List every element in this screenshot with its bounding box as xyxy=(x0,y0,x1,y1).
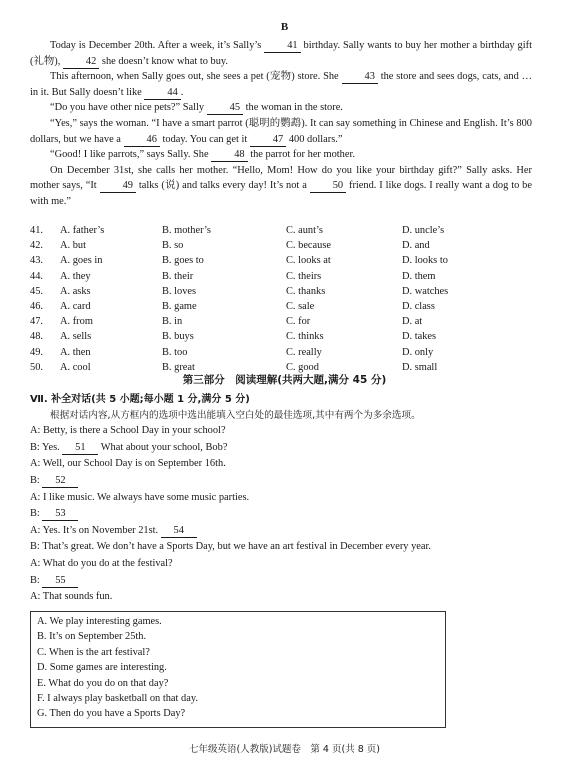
option-d[interactable]: D. takes xyxy=(402,331,437,343)
cloze-options xyxy=(30,223,540,375)
option-a[interactable]: A. but xyxy=(60,240,86,252)
text-run: On December 31st, she calls her mother. “Hello, Mom! How do you like your birthday gift?” Sally asks. Her mother says, “It xyxy=(30,164,532,192)
option-row xyxy=(30,238,540,253)
passage-paragraph xyxy=(30,38,532,69)
option-a[interactable]: A. then xyxy=(60,346,91,358)
section-letter: B xyxy=(280,21,289,33)
text-run: friend. I like dogs. I really want a dog to be with me.” xyxy=(30,180,532,207)
answer-blank[interactable]: 51 xyxy=(62,442,98,455)
option-c[interactable]: C. good xyxy=(286,361,319,373)
dialogue-line xyxy=(30,523,540,540)
option-c[interactable]: C. thanks xyxy=(286,285,326,297)
cloze-passage xyxy=(30,38,532,210)
option-number: 48. xyxy=(30,331,43,343)
choice-item[interactable]: E. What do you do on that day? xyxy=(37,677,169,689)
answer-blank[interactable]: 52 xyxy=(42,475,78,488)
dialogue xyxy=(30,423,540,606)
option-b[interactable]: B. too xyxy=(162,346,188,358)
section-title: Ⅶ. 补全对话(共 5 小题;每小题 1 分,满分 5 分) xyxy=(30,394,250,405)
answer-blank[interactable]: 46 xyxy=(124,134,160,147)
text-run: “Yes,” says the woman. “I have a smart parrot (聪明的鹦鹉). It can say something in Chinese and English. It’s 800 dollars, but we have a xyxy=(30,117,532,145)
text-run: What about your school, Bob? xyxy=(98,441,228,453)
passage-paragraph xyxy=(30,100,532,116)
dialogue-line xyxy=(30,506,540,523)
answer-blank[interactable]: 43 xyxy=(342,71,378,84)
option-row xyxy=(30,223,540,238)
option-row xyxy=(30,299,540,314)
option-number: 41. xyxy=(30,225,43,236)
option-b[interactable]: B. great xyxy=(162,361,195,373)
option-d[interactable]: D. them xyxy=(402,270,436,282)
answer-blank[interactable]: 53 xyxy=(42,508,78,521)
dialogue-line xyxy=(30,490,540,507)
part-title: 第三部分 阅读理解(共两大题,满分 45 分) xyxy=(182,374,387,386)
text-run: B: xyxy=(30,474,43,486)
answer-blank[interactable]: 41 xyxy=(264,40,300,53)
text-run: A: That sounds fun. xyxy=(30,591,113,603)
option-c[interactable]: C. thinks xyxy=(286,331,324,343)
answer-blank[interactable]: 55 xyxy=(42,575,78,588)
text-run: the store and sees dogs, cats, and … in it. But Sally doesn’t like xyxy=(30,71,532,98)
text-run: the woman in the store. xyxy=(243,102,343,114)
option-d[interactable]: D. small xyxy=(402,361,438,373)
option-d[interactable]: D. class xyxy=(402,300,435,312)
option-a[interactable]: A. asks xyxy=(60,285,91,297)
text-run: B: That’s great. We don’t have a Sports Day, but we have an art festival in December every year. xyxy=(30,541,431,553)
option-a[interactable]: A. father’s xyxy=(60,225,105,236)
option-b[interactable]: B. buys xyxy=(162,331,194,343)
text-run: today. You can get it xyxy=(159,133,250,145)
option-b[interactable]: B. their xyxy=(162,270,194,282)
dialogue-line xyxy=(30,440,540,457)
option-b[interactable]: B. loves xyxy=(162,285,197,297)
option-number: 43. xyxy=(30,255,43,267)
text-run: “Good! I like parrots,” says Sally. She xyxy=(50,149,212,161)
text-run: birthday. Sally wants to buy her mother a birthday gift (礼物), xyxy=(30,40,532,67)
option-a[interactable]: A. they xyxy=(60,270,91,282)
option-row xyxy=(30,284,540,299)
option-a[interactable]: A. from xyxy=(60,316,93,328)
choices-box xyxy=(30,611,446,728)
option-d[interactable]: D. and xyxy=(402,240,430,252)
option-number: 47. xyxy=(30,316,43,328)
text-run: “Do you have other nice pets?” Sally xyxy=(50,102,207,114)
choice-item[interactable]: A. We play interesting games. xyxy=(37,616,162,627)
choice-item[interactable]: C. When is the art festival? xyxy=(37,646,150,658)
answer-blank[interactable]: 49 xyxy=(100,180,136,193)
answer-blank[interactable]: 45 xyxy=(207,102,243,115)
dialogue-line xyxy=(30,473,540,490)
text-run: B: xyxy=(30,508,43,520)
dialogue-line xyxy=(30,456,540,473)
dialogue-line xyxy=(30,423,540,440)
dialogue-section xyxy=(30,392,540,606)
option-c[interactable]: C. aunt’s xyxy=(286,225,323,236)
section-instruction: 根据对话内容,从方框内的选项中选出能填入空白处的最佳选项,其中有两个为多余选项。 xyxy=(50,409,421,421)
option-d[interactable]: D. only xyxy=(402,346,434,358)
option-a[interactable]: A. sells xyxy=(60,331,92,343)
passage-paragraph xyxy=(30,69,532,100)
text-run: Today is December 20th. After a week, it’s Sally’s xyxy=(50,40,265,51)
option-number: 44. xyxy=(30,270,43,282)
option-row xyxy=(30,345,540,360)
option-c[interactable]: C. looks at xyxy=(286,255,331,267)
answer-blank[interactable]: 42 xyxy=(63,56,99,69)
text-run: A: What do you do at the festival? xyxy=(30,557,173,569)
page-footer: 七年级英语(人教版)试题卷 第 4 页(共 8 页) xyxy=(189,744,380,755)
option-c[interactable]: C. really xyxy=(286,346,322,358)
text-run: A: I like music. We always have some music parties. xyxy=(30,491,250,503)
choice-item[interactable]: B. It’s on September 25th. xyxy=(37,631,147,643)
option-number: 49. xyxy=(30,346,43,358)
option-a[interactable]: A. goes in xyxy=(60,255,103,267)
answer-blank[interactable]: 50 xyxy=(310,180,346,193)
text-run: the parrot for her mother. xyxy=(247,149,355,161)
option-row xyxy=(30,269,540,284)
choice-item[interactable]: G. Then do you have a Sports Day? xyxy=(37,708,186,720)
option-number: 42. xyxy=(30,240,43,252)
text-run: A: Betty, is there a School Day in your school? xyxy=(30,425,226,437)
option-b[interactable]: B. goes to xyxy=(162,255,204,267)
dialogue-line xyxy=(30,589,540,606)
option-d[interactable]: D. uncle’s xyxy=(402,225,445,236)
option-number: 50. xyxy=(30,361,43,373)
answer-blank[interactable]: 54 xyxy=(161,525,197,538)
dialogue-line xyxy=(30,539,540,556)
passage-paragraph xyxy=(30,147,532,163)
option-b[interactable]: B. game xyxy=(162,300,197,312)
choice-item[interactable]: D. Some games are interesting. xyxy=(37,662,167,674)
option-number: 46. xyxy=(30,300,43,312)
option-row xyxy=(30,329,540,344)
text-run: 400 dollars.” xyxy=(286,133,343,145)
option-d[interactable]: D. watches xyxy=(402,285,449,297)
text-run: she doesn’t know what to buy. xyxy=(99,55,229,67)
option-row xyxy=(30,314,540,329)
option-number: 45. xyxy=(30,285,43,297)
text-run: B: Yes. xyxy=(30,441,63,453)
text-run: This afternoon, when Sally goes out, she sees a pet (宠物) store. She xyxy=(50,71,342,83)
option-d[interactable]: D. looks to xyxy=(402,255,448,267)
option-b[interactable]: B. mother’s xyxy=(162,225,211,236)
option-d[interactable]: D. at xyxy=(402,316,423,328)
option-c[interactable]: C. for xyxy=(286,316,311,328)
text-run: B: xyxy=(30,574,43,586)
passage-paragraph xyxy=(30,116,532,147)
option-c[interactable]: C. theirs xyxy=(286,270,322,282)
dialogue-line xyxy=(30,556,540,573)
text-run: . xyxy=(180,86,184,98)
text-run: A: Yes. It’s on November 21st. xyxy=(30,524,161,536)
choice-item[interactable]: F. I always play basketball on that day. xyxy=(37,692,198,704)
option-row xyxy=(30,253,540,268)
answer-blank[interactable]: 47 xyxy=(250,134,286,147)
text-run: talks (说) and talks every day! It’s not a xyxy=(135,180,310,192)
answer-blank[interactable]: 48 xyxy=(211,149,247,162)
option-c[interactable]: C. sale xyxy=(286,300,315,312)
dialogue-line xyxy=(30,573,540,590)
option-b[interactable]: B. in xyxy=(162,316,183,328)
answer-blank[interactable]: 44 xyxy=(144,87,180,100)
option-b[interactable]: B. so xyxy=(162,240,184,252)
option-a[interactable]: A. cool xyxy=(60,361,91,373)
passage-paragraph xyxy=(30,163,532,210)
option-a[interactable]: A. card xyxy=(60,300,91,312)
option-c[interactable]: C. because xyxy=(286,240,332,252)
text-run: A: Well, our School Day is on September 16th. xyxy=(30,458,226,470)
